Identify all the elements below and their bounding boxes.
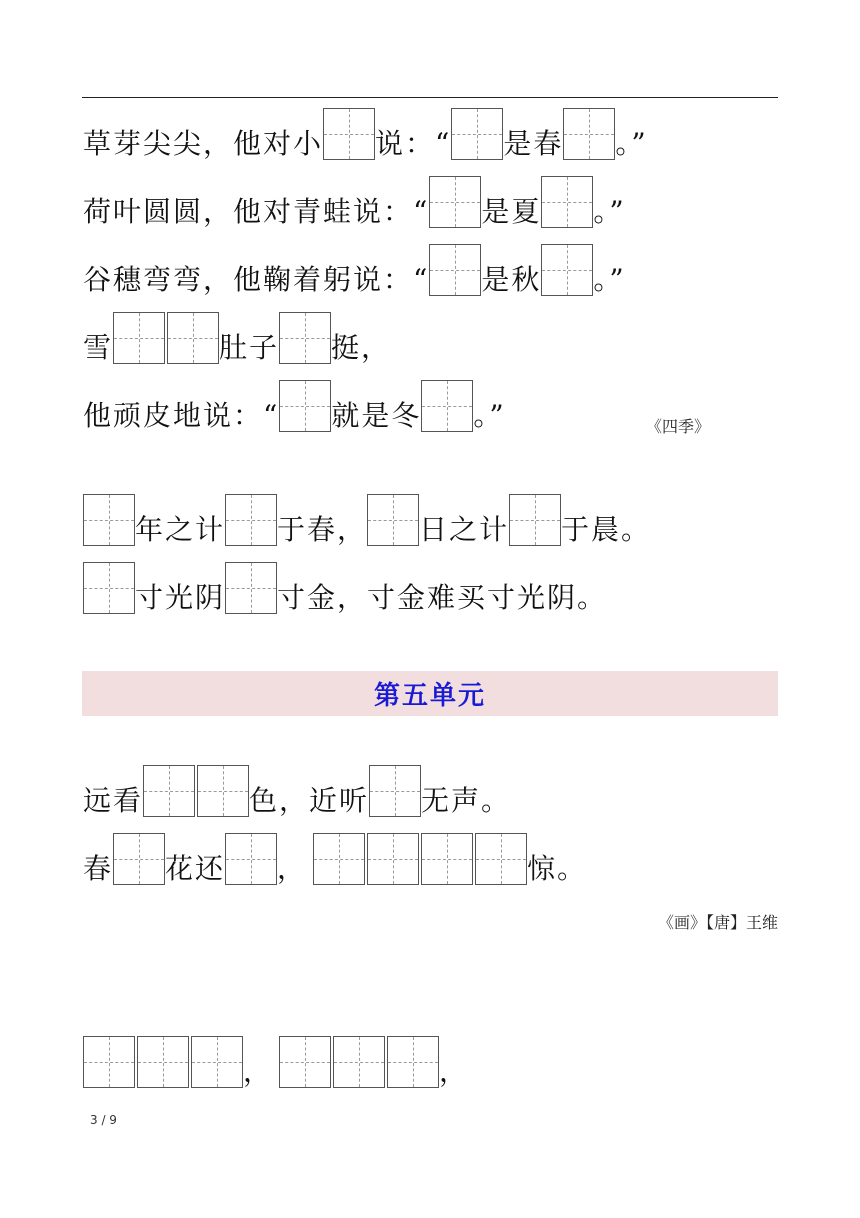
- text-segment: 。”: [615, 127, 648, 160]
- writing-box[interactable]: [387, 1036, 439, 1088]
- writing-box[interactable]: [541, 176, 593, 228]
- siji-line-3: [83, 244, 626, 296]
- siji-line-1: [83, 108, 648, 160]
- unit-title: 第五单元: [373, 681, 486, 711]
- text-segment: 雪: [83, 331, 114, 364]
- writing-box[interactable]: [367, 833, 419, 885]
- writing-box[interactable]: [421, 833, 473, 885]
- writing-box[interactable]: [451, 108, 503, 160]
- text-segment: 于春，: [277, 513, 368, 546]
- text-segment: 就是冬: [331, 399, 422, 432]
- text-segment: ，: [439, 1055, 470, 1088]
- siji-line-4: [83, 312, 391, 364]
- text-segment: ，: [277, 852, 308, 885]
- siji-line-5: [83, 380, 506, 432]
- writing-box[interactable]: [83, 1036, 135, 1088]
- writing-box[interactable]: [167, 312, 219, 364]
- text-segment: 。”: [593, 263, 626, 296]
- text-segment: 惊。: [527, 852, 588, 885]
- text-segment: 无声。: [421, 784, 512, 817]
- writing-box[interactable]: [313, 833, 365, 885]
- writing-box[interactable]: [137, 1036, 189, 1088]
- writing-box[interactable]: [369, 765, 421, 817]
- next-poem-line-1: [83, 1036, 469, 1088]
- text-segment: 。”: [473, 399, 506, 432]
- text-segment: 是秋: [481, 263, 542, 296]
- text-segment: 远看: [83, 784, 144, 817]
- writing-box[interactable]: [225, 833, 277, 885]
- siji-source: 《四季》: [646, 417, 711, 436]
- writing-box[interactable]: [279, 380, 331, 432]
- text-segment: ，: [243, 1055, 274, 1088]
- text-segment: 寸光阴: [135, 581, 226, 614]
- text-segment: 是春: [503, 127, 564, 160]
- text-segment: 年之计: [135, 513, 226, 546]
- text-segment: 于晨。: [561, 513, 652, 546]
- text-segment: 春: [83, 852, 114, 885]
- writing-box[interactable]: [83, 494, 135, 546]
- hua-line-2: [83, 833, 587, 885]
- siji-line-2: [83, 176, 626, 228]
- text-segment: 挺，: [331, 331, 392, 364]
- writing-box[interactable]: [225, 494, 277, 546]
- hua-source: 《画》【唐】王维: [657, 913, 778, 932]
- text-segment: 肚子: [219, 331, 280, 364]
- writing-box[interactable]: [197, 765, 249, 817]
- text-segment: 谷穗弯弯，他鞠着躬说：“: [83, 263, 430, 296]
- text-segment: 是夏: [481, 195, 542, 228]
- text-segment: 色，近听: [249, 784, 370, 817]
- hua-line-1: [83, 765, 511, 817]
- writing-box[interactable]: [143, 765, 195, 817]
- header-rule: [82, 97, 778, 98]
- page-number: 3 / 9: [90, 1113, 117, 1127]
- writing-box[interactable]: [191, 1036, 243, 1088]
- text-segment: 说：“: [375, 127, 452, 160]
- writing-box[interactable]: [83, 562, 135, 614]
- writing-box[interactable]: [429, 176, 481, 228]
- writing-box[interactable]: [113, 312, 165, 364]
- text-segment: 寸金，寸金难买寸光阴。: [277, 581, 608, 614]
- text-segment: 荷叶圆圆，他对青蛙说：“: [83, 195, 430, 228]
- text-segment: 日之计: [419, 513, 510, 546]
- proverb-line-2: [83, 562, 607, 614]
- proverb-line-1: [83, 494, 651, 546]
- unit-banner: [82, 671, 778, 716]
- writing-box[interactable]: [421, 380, 473, 432]
- writing-box[interactable]: [323, 108, 375, 160]
- writing-box[interactable]: [333, 1036, 385, 1088]
- writing-box[interactable]: [225, 562, 277, 614]
- writing-box[interactable]: [475, 833, 527, 885]
- writing-box[interactable]: [429, 244, 481, 296]
- text-segment: 。”: [593, 195, 626, 228]
- writing-box[interactable]: [563, 108, 615, 160]
- writing-box[interactable]: [541, 244, 593, 296]
- text-segment: 花还: [165, 852, 226, 885]
- writing-box[interactable]: [113, 833, 165, 885]
- text-segment: 草芽尖尖，他对小: [83, 127, 324, 160]
- writing-box[interactable]: [367, 494, 419, 546]
- writing-box[interactable]: [509, 494, 561, 546]
- text-segment: 他顽皮地说：“: [83, 399, 280, 432]
- writing-box[interactable]: [279, 1036, 331, 1088]
- writing-box[interactable]: [279, 312, 331, 364]
